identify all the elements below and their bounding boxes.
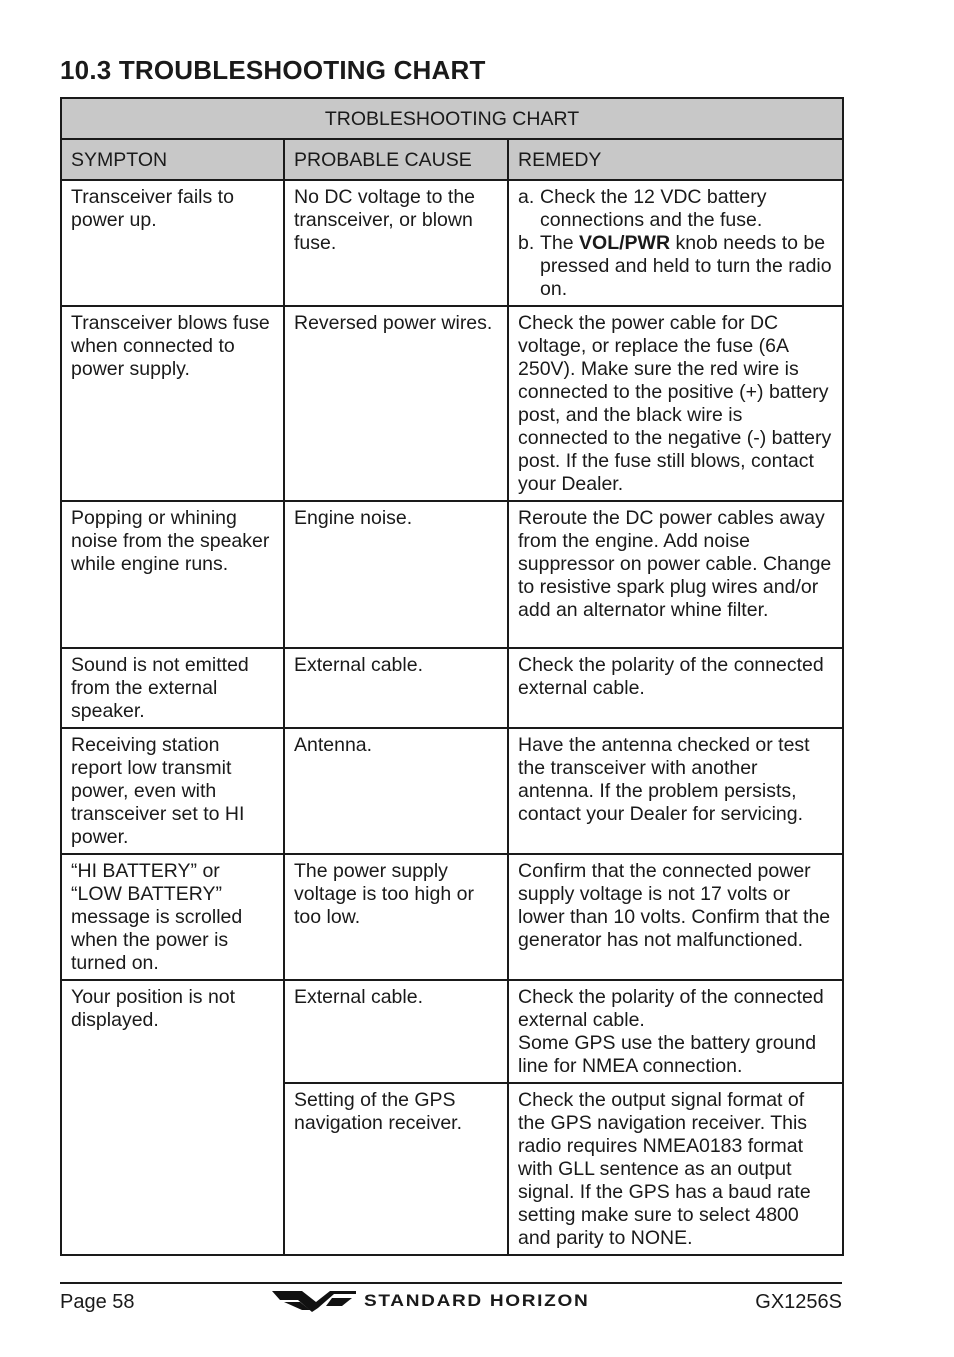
knob-name: VOL/PWR (579, 232, 671, 254)
symptom-cell: “HI BATTERY” or “LOW BATTERY” message is scrolled when the power is turned on. (61, 854, 284, 980)
page-number: Page 58 (60, 1291, 135, 1313)
remedy-text: Check the 12 VDC battery connections and the fuse. (540, 186, 767, 231)
remedy-list (518, 186, 833, 301)
cause-cell: Antenna. (284, 728, 508, 854)
table-row (61, 648, 843, 728)
symptom-cell: Transceiver fails to power up. (61, 180, 284, 306)
remedy-cell: Check the polarity of the connected external cable. (508, 648, 843, 728)
cause-cell: Setting of the GPS navigation receiver. (284, 1083, 508, 1255)
cause-cell: Reversed power wires. (284, 306, 508, 501)
remedy-cell: Confirm that the connected power supply voltage is not 17 volts or lower than 10 volts. Confirm that the generator has not malfunctioned. (508, 854, 843, 980)
cause-cell: The power supply voltage is too high or too low. (284, 854, 508, 980)
section-title: 10.3 TROUBLESHOOTING CHART (60, 55, 486, 85)
brand-logo (272, 1288, 590, 1314)
header-cause: PROBABLE CAUSE (284, 139, 508, 180)
cause-cell: External cable. (284, 980, 508, 1083)
symptom-cell: Your position is not displayed. (61, 980, 284, 1255)
remedy-cell: Check the power cable for DC voltage, or replace the fuse (6A 250V). Make sure the red wire is connected to the positive (+) battery post, and the black wire is connected to the negative (-) battery post. If the fuse still blows, contact your Dealer. (508, 306, 843, 501)
remedy-cell: Have the antenna checked or test the transceiver with another antenna. If the problem persists, contact your Dealer for servicing. (508, 728, 843, 854)
table-title: TROBLESHOOTING CHART (61, 98, 843, 139)
list-marker: a. (518, 186, 535, 208)
cause-cell: Engine noise. (284, 501, 508, 648)
symptom-cell: Popping or whining noise from the speaker while engine runs. (61, 501, 284, 648)
remedy-cell (508, 980, 843, 1083)
remedy-cell: Reroute the DC power cables away from the engine. Add noise suppressor on power cable. Change to resistive spark plug wires and/or add an alternator whine filter. (508, 501, 843, 648)
header-remedy: REMEDY (508, 139, 843, 180)
remedy-item-b (518, 232, 833, 301)
table-row (61, 180, 843, 306)
remedy-text: knob needs to be pressed and held to turn the radio on. (540, 232, 832, 300)
remedy-line: Some GPS use the battery ground line for NMEA connection. (518, 1032, 817, 1077)
list-marker: b. (518, 232, 535, 254)
brand-name: STANDARD HORIZON (364, 1291, 590, 1310)
remedy-item-a (518, 186, 833, 232)
table-row (61, 854, 843, 980)
model-number: GX1256S (755, 1291, 842, 1313)
troubleshooting-table (60, 97, 844, 1256)
remedy-text: The (540, 232, 580, 254)
cause-cell: External cable. (284, 648, 508, 728)
table-title-row (61, 98, 843, 139)
brand-wave-icon (272, 1288, 356, 1314)
remedy-line: Check the polarity of the connected external cable. (518, 986, 824, 1031)
table-header-row (61, 139, 843, 180)
remedy-cell (508, 180, 843, 306)
symptom-cell: Receiving station report low transmit power, even with transceiver set to HI power. (61, 728, 284, 854)
table-row (61, 306, 843, 501)
remedy-cell: Check the output signal format of the GPS navigation receiver. This radio requires NMEA0183 format with GLL sentence as an output signal. If the GPS has a baud rate setting make sure to select 4800 and parity to NONE. (508, 1083, 843, 1255)
cause-cell: No DC voltage to the transceiver, or blown fuse. (284, 180, 508, 306)
table-row (61, 728, 843, 854)
table-row (61, 980, 843, 1083)
symptom-cell: Transceiver blows fuse when connected to power supply. (61, 306, 284, 501)
footer-divider (60, 1282, 842, 1284)
header-symptom: SYMPTON (61, 139, 284, 180)
table-row (61, 501, 843, 648)
symptom-cell: Sound is not emitted from the external speaker. (61, 648, 284, 728)
